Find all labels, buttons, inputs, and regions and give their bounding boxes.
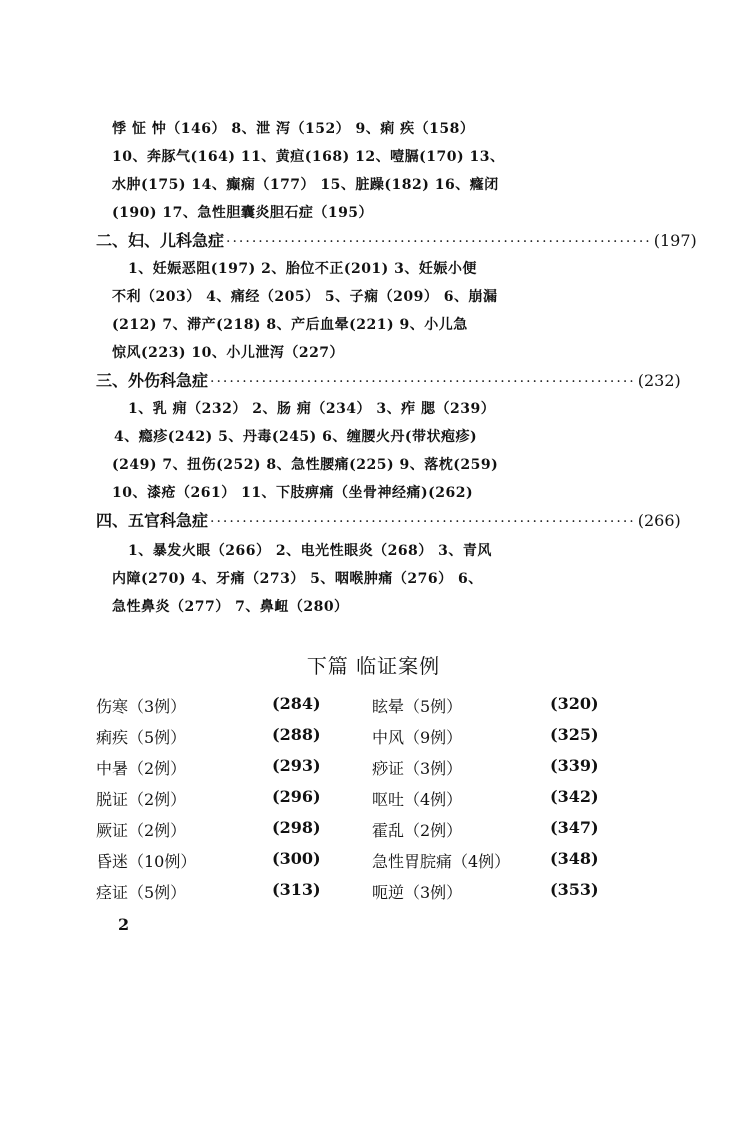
case-name: 中暑（2例）	[96, 759, 187, 778]
case-row	[0, 787, 747, 811]
toc-line: 1、乳 痈（232） 2、肠 痈（234） 3、痄 腮（239）	[128, 401, 496, 417]
case-page: (284)	[272, 694, 321, 713]
case-page: (339)	[550, 756, 599, 775]
leader-dots: ··································································	[226, 234, 652, 250]
section-title: 二、妇、儿科急症	[96, 231, 225, 250]
case-page: (342)	[550, 787, 599, 806]
case-page: (288)	[272, 725, 321, 744]
case-page: (348)	[550, 849, 599, 868]
toc-line: (249) 7、扭伤(252) 8、急性腰痛(225) 9、落枕(259)	[112, 457, 499, 473]
leader-dots: ··································································	[210, 374, 636, 390]
section-page: (232)	[637, 371, 681, 390]
section-heading-gyn-ped	[96, 228, 697, 251]
case-page: (325)	[550, 725, 599, 744]
toc-line: 惊风(223) 10、小儿泄泻（227）	[112, 345, 345, 361]
case-page: (313)	[272, 880, 321, 899]
case-row	[0, 818, 747, 842]
leader-dots: ··································································	[210, 514, 636, 530]
section-page: (197)	[653, 231, 697, 250]
case-page: (298)	[272, 818, 321, 837]
case-page: (347)	[550, 818, 599, 837]
section-heading-ent	[96, 508, 681, 531]
case-page: (353)	[550, 880, 599, 899]
case-name: 眩晕（5例）	[372, 697, 463, 716]
case-row	[0, 725, 747, 749]
case-name: 厥证（2例）	[96, 821, 187, 840]
section-title: 四、五官科急症	[96, 511, 209, 530]
case-name: 中风（9例）	[372, 728, 463, 747]
section-title: 三、外伤科急症	[96, 371, 209, 390]
case-name: 呕吐（4例）	[372, 790, 463, 809]
toc-line: 10、奔豚气(164) 11、黄疸(168) 12、噎膈(170) 13、	[112, 149, 505, 165]
section-page: (266)	[637, 511, 681, 530]
toc-line: (212) 7、滞产(218) 8、产后血晕(221) 9、小儿急	[112, 317, 468, 333]
toc-line: 水肿(175) 14、癫痫（177） 15、脏躁(182) 16、癃闭	[112, 177, 499, 193]
toc-line: 4、瘾疹(242) 5、丹毒(245) 6、缠腰火丹(带状疱疹)	[114, 429, 478, 445]
toc-line: 1、妊娠恶阻(197) 2、胎位不正(201) 3、妊娠小便	[128, 261, 477, 277]
toc-line: 1、暴发火眼（266） 2、电光性眼炎（268） 3、青风	[128, 543, 492, 559]
section-heading-external	[96, 368, 681, 391]
case-name: 痧证（3例）	[372, 759, 463, 778]
case-row	[0, 694, 747, 718]
case-name: 伤寒（3例）	[96, 697, 187, 716]
page-number: 2	[118, 915, 130, 934]
case-name: 脱证（2例）	[96, 790, 187, 809]
case-row	[0, 756, 747, 780]
part-title: 下篇 临证案例	[306, 654, 441, 678]
case-name: 昏迷（10例）	[96, 852, 197, 871]
case-name: 呃逆（3例）	[372, 883, 463, 902]
case-name: 痢疾（5例）	[96, 728, 187, 747]
toc-line: 内障(270) 4、牙痛（273） 5、咽喉肿痛（276） 6、	[112, 571, 483, 587]
case-page: (293)	[272, 756, 321, 775]
case-name: 痉证（5例）	[96, 883, 187, 902]
case-name: 霍乱（2例）	[372, 821, 463, 840]
case-page: (320)	[550, 694, 599, 713]
case-page: (296)	[272, 787, 321, 806]
case-page: (300)	[272, 849, 321, 868]
toc-line: 悸 怔 忡（146） 8、泄 泻（152） 9、痢 疾（158）	[112, 121, 475, 137]
case-row	[0, 849, 747, 873]
case-row	[0, 880, 747, 904]
toc-line: 急性鼻炎（277） 7、鼻衄（280）	[112, 599, 349, 615]
toc-line: (190) 17、急性胆囊炎胆石症（195）	[112, 205, 374, 221]
toc-line: 10、漆疮（261） 11、下肢痹痛（坐骨神经痛)(262)	[112, 485, 474, 501]
toc-line: 不利（203） 4、痛经（205） 5、子痫（209） 6、崩漏	[112, 289, 498, 305]
case-name: 急性胃脘痛（4例）	[372, 852, 511, 871]
